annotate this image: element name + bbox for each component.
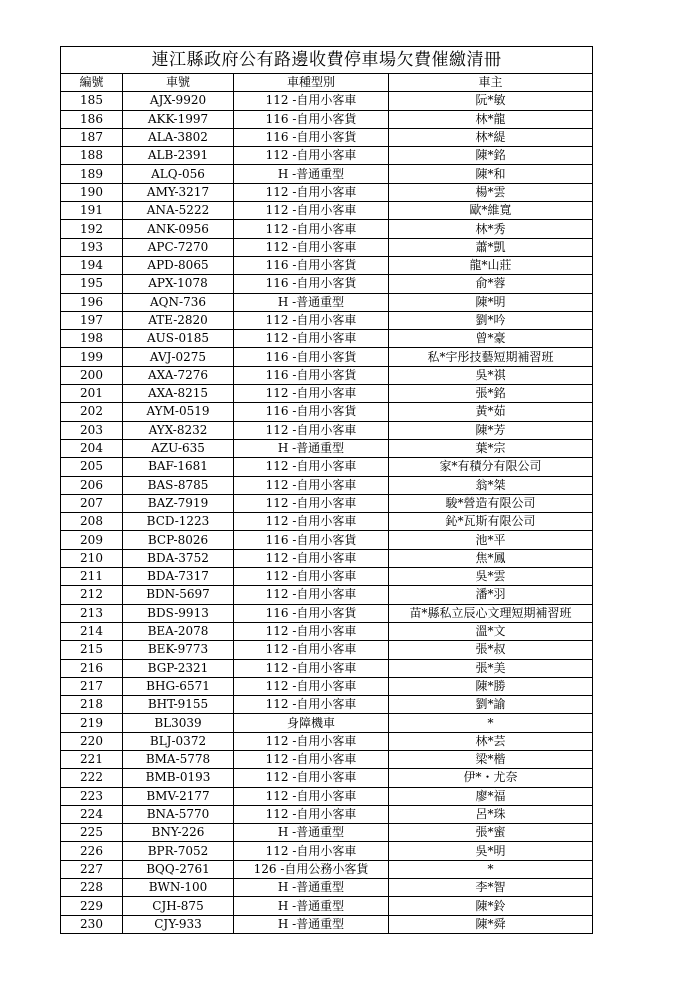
cell-vehicle-type: 116 -自用小客貨 [234, 366, 389, 384]
cell-plate: AXA-8215 [123, 385, 234, 403]
cell-owner: 呂*珠 [389, 805, 593, 823]
table-row [61, 879, 593, 897]
cell-owner: 吳*雲 [389, 568, 593, 586]
cell-vehicle-type: H -普通重型 [234, 897, 389, 915]
cell-owner: * [389, 714, 593, 732]
cell-number: 198 [61, 330, 123, 348]
cell-owner: 焦*鳳 [389, 549, 593, 567]
cell-plate: BPR-7052 [123, 842, 234, 860]
cell-plate: BQQ-2761 [123, 860, 234, 878]
table-row [61, 915, 593, 933]
table-row [61, 293, 593, 311]
cell-vehicle-type: 112 -自用小客車 [234, 147, 389, 165]
cell-owner: 家*有積分有限公司 [389, 458, 593, 476]
table-row [61, 403, 593, 421]
table-row [61, 238, 593, 256]
cell-plate: BDA-3752 [123, 549, 234, 567]
cell-number: 208 [61, 513, 123, 531]
table-row [61, 641, 593, 659]
header-plate: 車號 [123, 74, 234, 92]
cell-owner: 林*緹 [389, 128, 593, 146]
cell-owner: 張*蜜 [389, 824, 593, 842]
table-row [61, 677, 593, 695]
table-row [61, 330, 593, 348]
cell-vehicle-type: 112 -自用小客車 [234, 641, 389, 659]
cell-vehicle-type: 116 -自用小客貨 [234, 604, 389, 622]
cell-plate: BMA-5778 [123, 750, 234, 768]
cell-owner: 潘*羽 [389, 586, 593, 604]
table-row [61, 110, 593, 128]
cell-number: 225 [61, 824, 123, 842]
table-row [61, 586, 593, 604]
cell-plate: BWN-100 [123, 879, 234, 897]
cell-plate: AUS-0185 [123, 330, 234, 348]
cell-vehicle-type: 112 -自用小客車 [234, 568, 389, 586]
header-number: 編號 [61, 74, 123, 92]
cell-owner: 歐*維寬 [389, 202, 593, 220]
cell-plate: ALQ-056 [123, 165, 234, 183]
cell-number: 204 [61, 439, 123, 457]
cell-owner: 陳*明 [389, 293, 593, 311]
table-row [61, 165, 593, 183]
cell-owner: 駿*營造有限公司 [389, 494, 593, 512]
cell-plate: APX-1078 [123, 275, 234, 293]
cell-number: 212 [61, 586, 123, 604]
table-row [61, 439, 593, 457]
cell-vehicle-type: 112 -自用小客車 [234, 421, 389, 439]
cell-vehicle-type: 112 -自用小客車 [234, 677, 389, 695]
cell-number: 203 [61, 421, 123, 439]
cell-plate: BDA-7317 [123, 568, 234, 586]
cell-plate: BEA-2078 [123, 622, 234, 640]
cell-plate: APC-7270 [123, 238, 234, 256]
cell-plate: BMB-0193 [123, 769, 234, 787]
cell-vehicle-type: 112 -自用小客車 [234, 220, 389, 238]
cell-plate: BAF-1681 [123, 458, 234, 476]
cell-vehicle-type: H -普通重型 [234, 824, 389, 842]
cell-owner: 楊*雲 [389, 183, 593, 201]
cell-number: 213 [61, 604, 123, 622]
table-row [61, 183, 593, 201]
cell-vehicle-type: 116 -自用小客貨 [234, 128, 389, 146]
table-row [61, 897, 593, 915]
cell-vehicle-type: 112 -自用小客車 [234, 696, 389, 714]
cell-vehicle-type: 112 -自用小客車 [234, 787, 389, 805]
cell-vehicle-type: 112 -自用小客車 [234, 476, 389, 494]
table-row [61, 842, 593, 860]
cell-number: 211 [61, 568, 123, 586]
cell-number: 187 [61, 128, 123, 146]
arrears-register-table [60, 46, 593, 934]
table-row [61, 714, 593, 732]
cell-plate: ALA-3802 [123, 128, 234, 146]
table-row [61, 531, 593, 549]
cell-number: 185 [61, 92, 123, 110]
cell-number: 199 [61, 348, 123, 366]
cell-number: 209 [61, 531, 123, 549]
cell-owner: 劉*諭 [389, 696, 593, 714]
cell-plate: ANK-0956 [123, 220, 234, 238]
cell-vehicle-type: 112 -自用小客車 [234, 494, 389, 512]
cell-plate: APD-8065 [123, 256, 234, 274]
cell-number: 190 [61, 183, 123, 201]
cell-owner: 陳*芳 [389, 421, 593, 439]
table-row [61, 220, 593, 238]
table-row [61, 476, 593, 494]
cell-vehicle-type: 112 -自用小客車 [234, 238, 389, 256]
cell-plate: ATE-2820 [123, 311, 234, 329]
cell-vehicle-type: 112 -自用小客車 [234, 458, 389, 476]
cell-owner: 黃*茹 [389, 403, 593, 421]
cell-owner: 林*秀 [389, 220, 593, 238]
table-row [61, 860, 593, 878]
cell-plate: BGP-2321 [123, 659, 234, 677]
cell-vehicle-type: H -普通重型 [234, 293, 389, 311]
cell-owner: 廖*福 [389, 787, 593, 805]
cell-number: 186 [61, 110, 123, 128]
cell-owner: 鈊*瓦斯有限公司 [389, 513, 593, 531]
cell-number: 229 [61, 897, 123, 915]
cell-vehicle-type: 116 -自用小客貨 [234, 348, 389, 366]
cell-number: 221 [61, 750, 123, 768]
cell-plate: AYM-0519 [123, 403, 234, 421]
cell-plate: BAZ-7919 [123, 494, 234, 512]
header-row [61, 74, 593, 92]
cell-vehicle-type: 112 -自用小客車 [234, 732, 389, 750]
table-row [61, 787, 593, 805]
cell-plate: BCP-8026 [123, 531, 234, 549]
cell-number: 205 [61, 458, 123, 476]
cell-owner: 張*叔 [389, 641, 593, 659]
cell-number: 216 [61, 659, 123, 677]
cell-vehicle-type: 112 -自用小客車 [234, 769, 389, 787]
cell-vehicle-type: 116 -自用小客貨 [234, 531, 389, 549]
cell-vehicle-type: H -普通重型 [234, 879, 389, 897]
cell-number: 214 [61, 622, 123, 640]
table-row [61, 568, 593, 586]
table-row [61, 750, 593, 768]
cell-plate: BHG-6571 [123, 677, 234, 695]
cell-plate: CJH-875 [123, 897, 234, 915]
cell-owner: 蕭*凱 [389, 238, 593, 256]
table-row [61, 604, 593, 622]
cell-vehicle-type: 112 -自用小客車 [234, 750, 389, 768]
cell-plate: BDN-5697 [123, 586, 234, 604]
cell-owner: 林*龍 [389, 110, 593, 128]
cell-plate: AKK-1997 [123, 110, 234, 128]
cell-owner: 陳*和 [389, 165, 593, 183]
cell-vehicle-type: 112 -自用小客車 [234, 622, 389, 640]
cell-number: 206 [61, 476, 123, 494]
table-row [61, 696, 593, 714]
cell-number: 228 [61, 879, 123, 897]
table-row [61, 385, 593, 403]
cell-number: 194 [61, 256, 123, 274]
cell-owner: 李*智 [389, 879, 593, 897]
cell-number: 227 [61, 860, 123, 878]
cell-number: 226 [61, 842, 123, 860]
cell-vehicle-type: 112 -自用小客車 [234, 330, 389, 348]
cell-owner: 俞*蓉 [389, 275, 593, 293]
cell-vehicle-type: 116 -自用小客貨 [234, 275, 389, 293]
cell-vehicle-type: 112 -自用小客車 [234, 659, 389, 677]
cell-vehicle-type: H -普通重型 [234, 439, 389, 457]
cell-number: 220 [61, 732, 123, 750]
cell-plate: AXA-7276 [123, 366, 234, 384]
title-row [61, 47, 593, 74]
table-row [61, 659, 593, 677]
cell-owner: 陳*鈴 [389, 897, 593, 915]
cell-plate: AZU-635 [123, 439, 234, 457]
cell-vehicle-type: 116 -自用小客貨 [234, 110, 389, 128]
cell-vehicle-type: 112 -自用小客車 [234, 513, 389, 531]
cell-number: 223 [61, 787, 123, 805]
cell-number: 217 [61, 677, 123, 695]
cell-number: 197 [61, 311, 123, 329]
cell-plate: BCD-1223 [123, 513, 234, 531]
table-row [61, 366, 593, 384]
cell-owner: 溫*文 [389, 622, 593, 640]
cell-plate: AVJ-0275 [123, 348, 234, 366]
cell-vehicle-type: 112 -自用小客車 [234, 549, 389, 567]
cell-number: 215 [61, 641, 123, 659]
cell-owner: 龍*山莊 [389, 256, 593, 274]
cell-number: 193 [61, 238, 123, 256]
cell-plate: ALB-2391 [123, 147, 234, 165]
cell-owner: 陳*舜 [389, 915, 593, 933]
cell-owner: 苗*縣私立辰心文理短期補習班 [389, 604, 593, 622]
cell-vehicle-type: 126 -自用公務小客貨 [234, 860, 389, 878]
cell-plate: BNA-5770 [123, 805, 234, 823]
table-row [61, 256, 593, 274]
cell-vehicle-type: 112 -自用小客車 [234, 385, 389, 403]
cell-owner: 吳*明 [389, 842, 593, 860]
cell-vehicle-type: 116 -自用小客貨 [234, 403, 389, 421]
cell-owner: 伊*・尤奈 [389, 769, 593, 787]
table-row [61, 275, 593, 293]
cell-owner: 劉*吟 [389, 311, 593, 329]
cell-number: 192 [61, 220, 123, 238]
table-row [61, 513, 593, 531]
cell-owner: 私*宇彤技藝短期補習班 [389, 348, 593, 366]
table-row [61, 92, 593, 110]
cell-number: 218 [61, 696, 123, 714]
table-row [61, 202, 593, 220]
header-owner: 車主 [389, 74, 593, 92]
cell-plate: BNY-226 [123, 824, 234, 842]
cell-plate: BEK-9773 [123, 641, 234, 659]
table-row [61, 348, 593, 366]
cell-plate: BDS-9913 [123, 604, 234, 622]
table-row [61, 421, 593, 439]
cell-vehicle-type: 112 -自用小客車 [234, 92, 389, 110]
document-title: 連江縣政府公有路邊收費停車場欠費催繳清冊 [61, 47, 593, 74]
cell-owner: 曾*豪 [389, 330, 593, 348]
cell-number: 201 [61, 385, 123, 403]
cell-number: 191 [61, 202, 123, 220]
cell-vehicle-type: 112 -自用小客車 [234, 202, 389, 220]
cell-plate: AQN-736 [123, 293, 234, 311]
cell-number: 207 [61, 494, 123, 512]
cell-number: 196 [61, 293, 123, 311]
cell-owner: 吳*祺 [389, 366, 593, 384]
cell-number: 219 [61, 714, 123, 732]
cell-plate: CJY-933 [123, 915, 234, 933]
cell-owner: 阮*敏 [389, 92, 593, 110]
cell-owner: 張*銘 [389, 385, 593, 403]
cell-plate: BL3039 [123, 714, 234, 732]
header-vehicle-type: 車種型別 [234, 74, 389, 92]
cell-vehicle-type: H -普通重型 [234, 915, 389, 933]
table-row [61, 769, 593, 787]
cell-vehicle-type: 112 -自用小客車 [234, 311, 389, 329]
cell-number: 188 [61, 147, 123, 165]
table-row [61, 622, 593, 640]
table-row [61, 732, 593, 750]
cell-plate: ANA-5222 [123, 202, 234, 220]
cell-vehicle-type: 身障機車 [234, 714, 389, 732]
cell-vehicle-type: 112 -自用小客車 [234, 842, 389, 860]
cell-owner: 張*美 [389, 659, 593, 677]
cell-owner: 林*芸 [389, 732, 593, 750]
cell-number: 189 [61, 165, 123, 183]
cell-plate: BMV-2177 [123, 787, 234, 805]
cell-plate: AMY-3217 [123, 183, 234, 201]
table-row [61, 458, 593, 476]
cell-owner: 梁*楷 [389, 750, 593, 768]
cell-number: 202 [61, 403, 123, 421]
cell-plate: BHT-9155 [123, 696, 234, 714]
cell-vehicle-type: 112 -自用小客車 [234, 805, 389, 823]
cell-vehicle-type: H -普通重型 [234, 165, 389, 183]
cell-number: 195 [61, 275, 123, 293]
cell-owner: 陳*勝 [389, 677, 593, 695]
cell-plate: BAS-8785 [123, 476, 234, 494]
cell-number: 230 [61, 915, 123, 933]
table-row [61, 824, 593, 842]
cell-vehicle-type: 116 -自用小客貨 [234, 256, 389, 274]
table-row [61, 549, 593, 567]
cell-vehicle-type: 112 -自用小客車 [234, 586, 389, 604]
cell-owner: 陳*銘 [389, 147, 593, 165]
cell-number: 222 [61, 769, 123, 787]
cell-owner: * [389, 860, 593, 878]
cell-number: 224 [61, 805, 123, 823]
cell-number: 210 [61, 549, 123, 567]
cell-owner: 葉*宗 [389, 439, 593, 457]
cell-vehicle-type: 112 -自用小客車 [234, 183, 389, 201]
cell-plate: AYX-8232 [123, 421, 234, 439]
cell-owner: 池*平 [389, 531, 593, 549]
table-row [61, 805, 593, 823]
cell-number: 200 [61, 366, 123, 384]
cell-plate: AJX-9920 [123, 92, 234, 110]
table-row [61, 494, 593, 512]
cell-plate: BLJ-0372 [123, 732, 234, 750]
table-row [61, 147, 593, 165]
cell-owner: 翁*桀 [389, 476, 593, 494]
table-row [61, 128, 593, 146]
table-row [61, 311, 593, 329]
